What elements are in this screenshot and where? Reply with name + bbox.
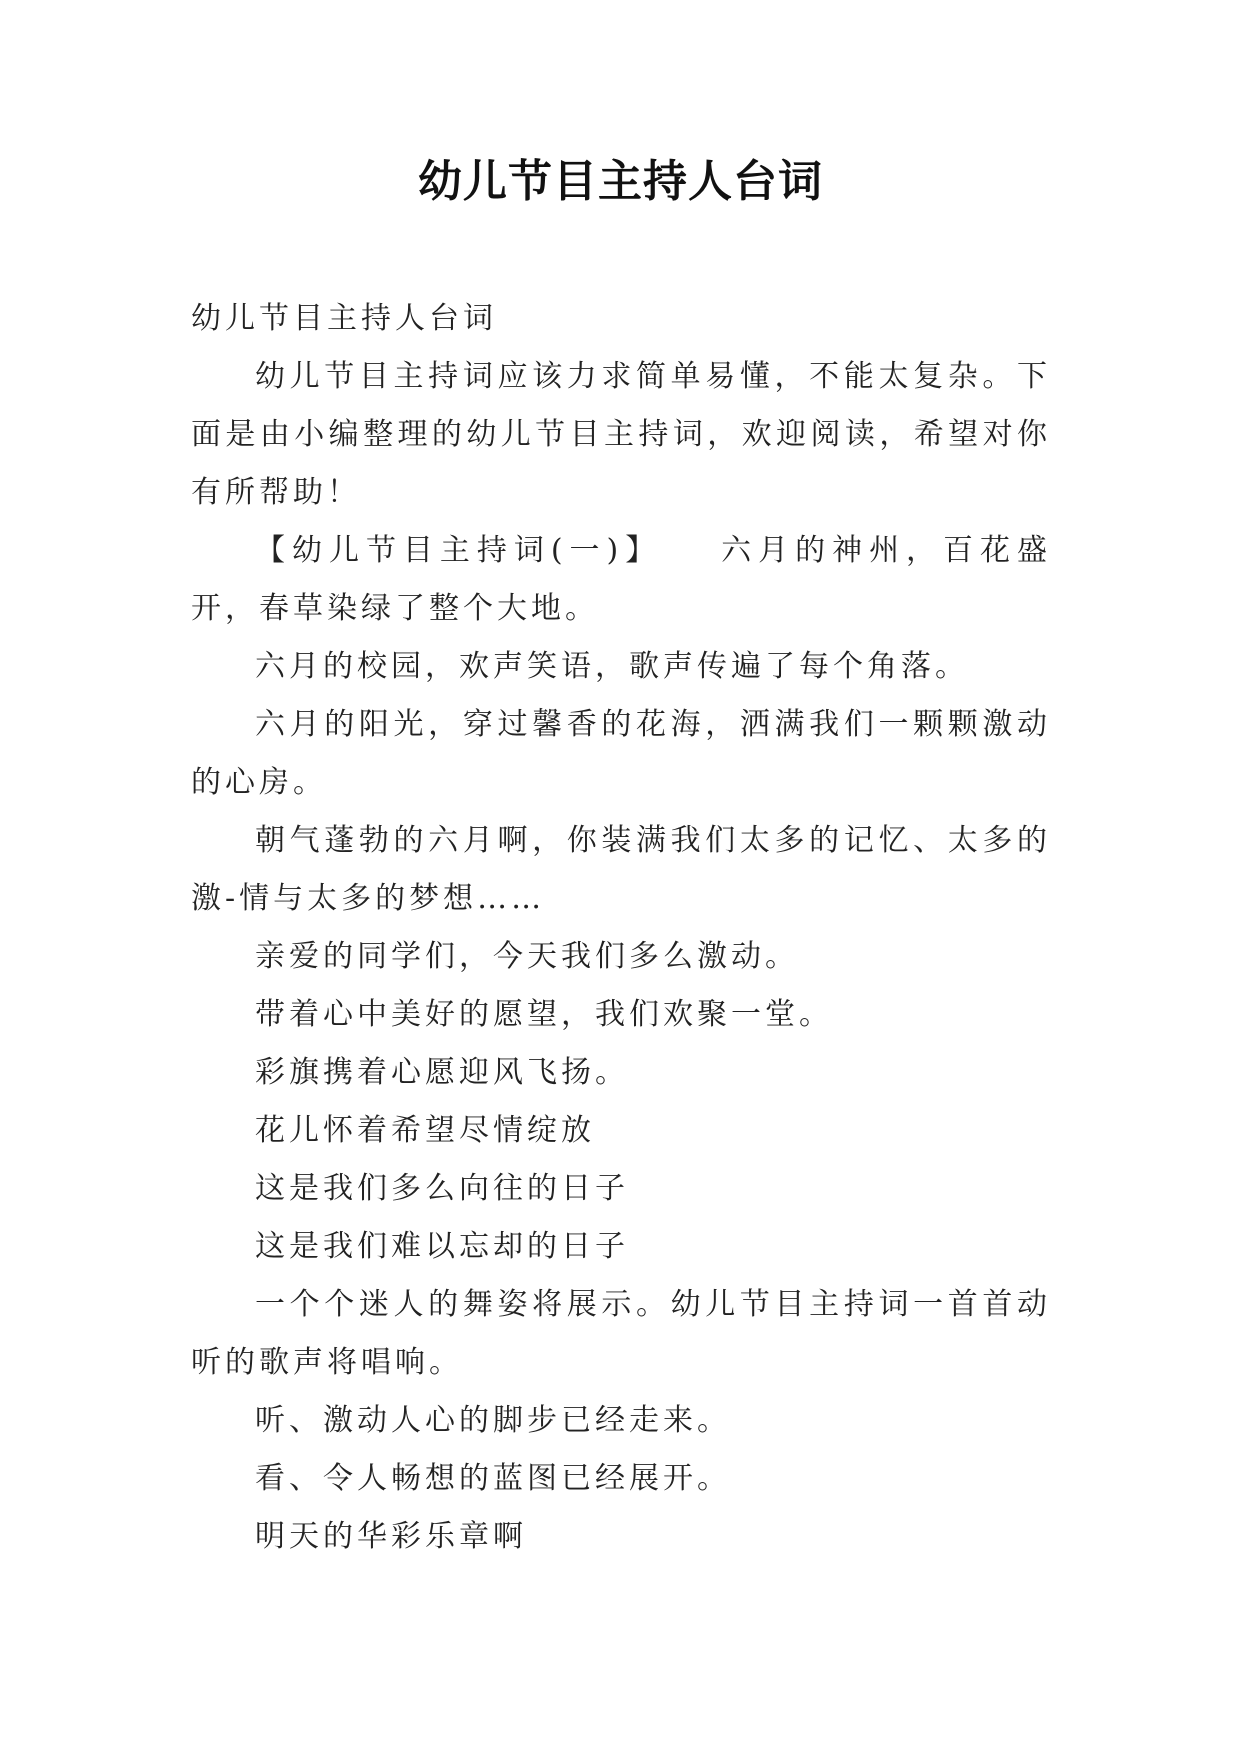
body-paragraph: 这是我们多么向往的日子 — [255, 1171, 629, 1206]
body-paragraph: 亲爱的同学们，今天我们多么激动。 — [255, 939, 799, 974]
document-title: 幼儿节目主持人台词 — [418, 156, 823, 207]
body-paragraph: 朝气蓬勃的六月啊，你装满我们太多的记忆、太多的激-情与太多的梦想…… — [191, 823, 1051, 916]
document-subtitle: 幼儿节目主持人台词 — [191, 301, 497, 336]
body-paragraph: 【幼儿节目主持词(一)】 六月的神州，百花盛开，春草染绿了整个大地。 — [191, 533, 1051, 626]
body-paragraph: 听、激动人心的脚步已经走来。 — [255, 1403, 731, 1438]
body-paragraph: 花儿怀着希望尽情绽放 — [255, 1113, 595, 1148]
body-paragraph: 彩旗携着心愿迎风飞扬。 — [255, 1055, 629, 1090]
body-paragraph: 幼儿节目主持词应该力求简单易懂，不能太复杂。下面是由小编整理的幼儿节目主持词，欢迎阅读，希望对你有所帮助！ — [191, 359, 1051, 510]
body-paragraph: 这是我们难以忘却的日子 — [255, 1229, 629, 1264]
body-paragraph: 明天的华彩乐章啊 — [255, 1519, 527, 1554]
body-paragraph: 看、令人畅想的蓝图已经展开。 — [255, 1461, 731, 1496]
body-paragraph: 带着心中美好的愿望，我们欢聚一堂。 — [255, 997, 833, 1032]
body-paragraph: 一个个迷人的舞姿将展示。幼儿节目主持词一首首动听的歌声将唱响。 — [191, 1287, 1051, 1380]
body-paragraph: 六月的校园，欢声笑语，歌声传遍了每个角落。 — [255, 649, 969, 684]
document-body — [191, 290, 1051, 1566]
body-paragraph: 六月的阳光，穿过馨香的花海，洒满我们一颗颗激动的心房。 — [191, 707, 1051, 800]
